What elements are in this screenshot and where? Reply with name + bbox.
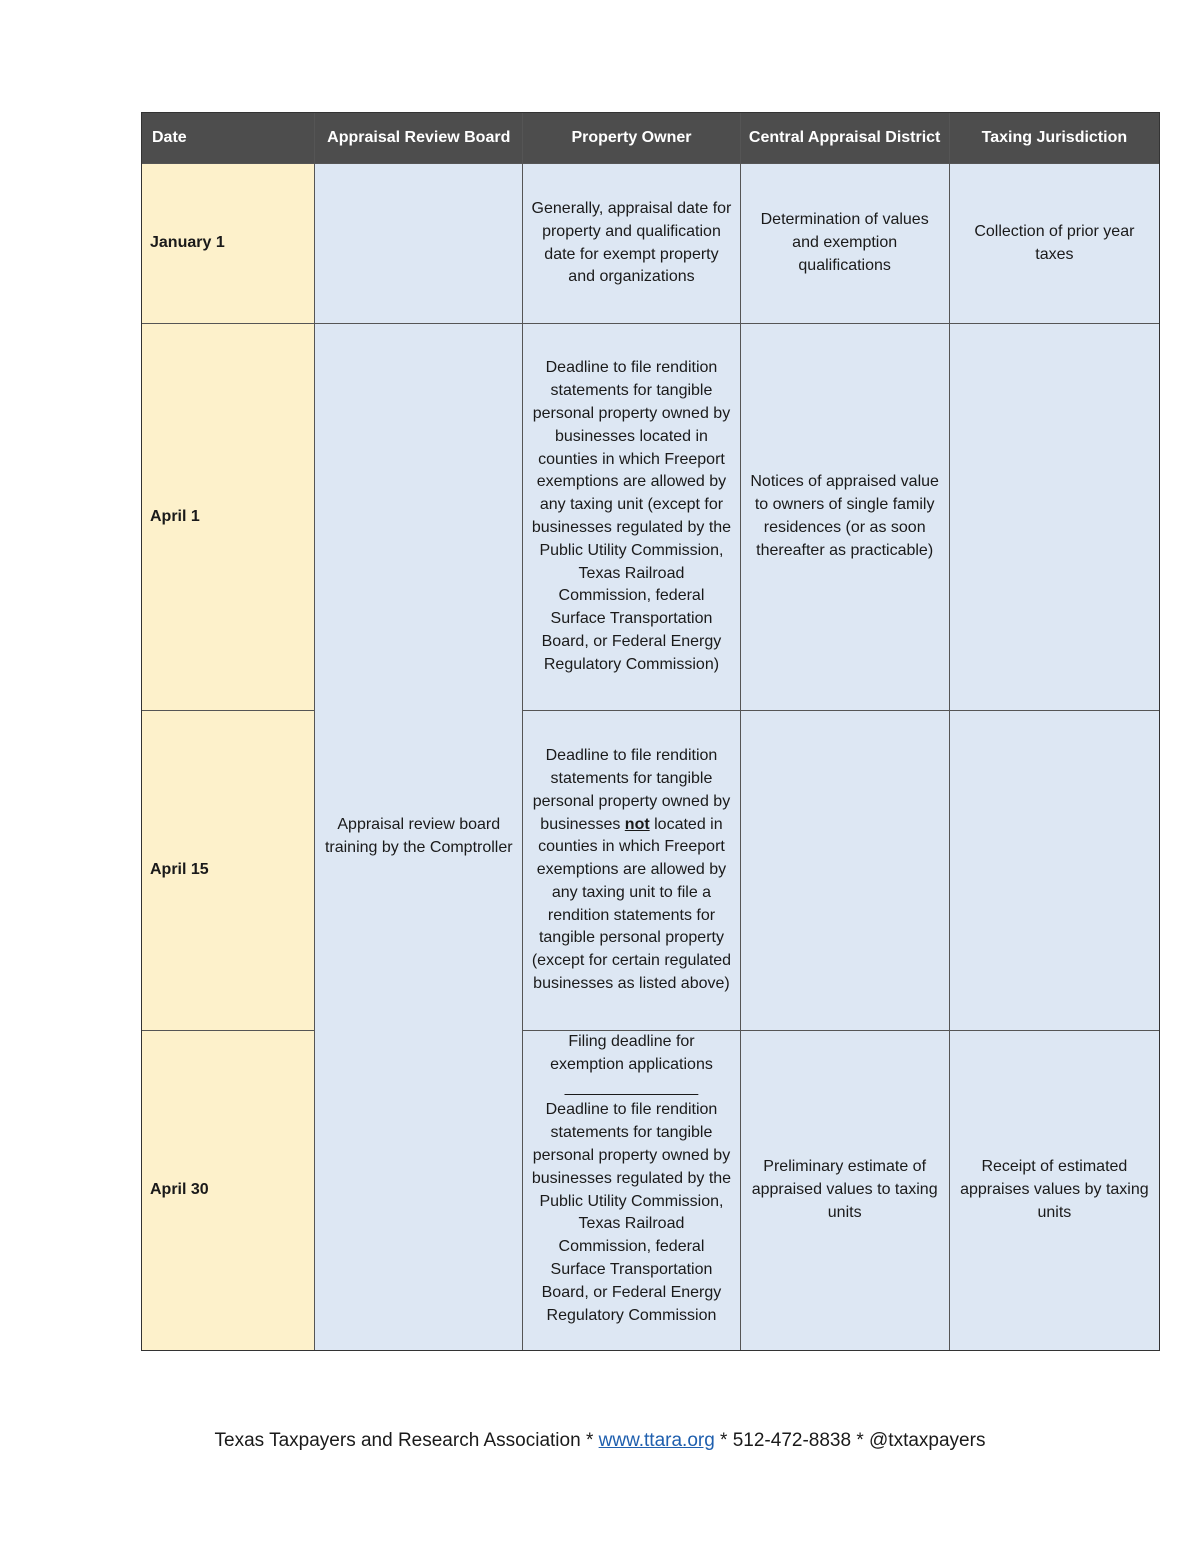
- footer-separator: *: [714, 1430, 733, 1451]
- date-cell: April 1: [142, 324, 315, 711]
- footer-separator: *: [580, 1430, 599, 1451]
- tax-cell: [949, 324, 1159, 711]
- header-appraisal-review-board: Appraisal Review Board: [315, 113, 523, 164]
- table-row: [142, 164, 1160, 324]
- table-row: [142, 1031, 1160, 1351]
- date-cell: April 30: [142, 1031, 315, 1351]
- footer-website-link[interactable]: www.ttara.org: [598, 1430, 715, 1451]
- footer-org: Texas Taxpayers and Research Association: [214, 1430, 581, 1451]
- cad-cell: [740, 711, 949, 1031]
- owner-cell: [523, 1031, 740, 1351]
- arb-cell: [315, 164, 523, 324]
- table-row: [142, 711, 1160, 1031]
- owner-cell: Deadline to file rendition statements for tangible personal property owned by businesses located in counties in which Freeport exemptions are allowed by any taxing unit (except for businesses regulated by the Public Utility Commission, Texas Railroad Commission, federal Surface Transportation Board, or Federal Energy Regulatory Commission): [523, 324, 740, 711]
- calendar-table: [141, 112, 1160, 1351]
- cad-cell: Preliminary estimate of appraised values to taxing units: [740, 1031, 949, 1351]
- date-cell: January 1: [142, 164, 315, 324]
- table-row: [142, 324, 1160, 711]
- cad-cell: Notices of appraised value to owners of single family residences (or as soon thereafter as practicable): [740, 324, 949, 711]
- owner-text-post: located in counties in which Freeport exemptions are allowed by any taxing unit to file a rendition statements for tangible personal property (except for certain regulated businesses as listed above): [531, 815, 732, 993]
- tax-cell: Receipt of estimated appraises values by taxing units: [949, 1031, 1159, 1351]
- footer-phone: 512-472-8838: [732, 1430, 852, 1451]
- header-taxing-jurisdiction: Taxing Jurisdiction: [949, 113, 1159, 164]
- arb-merged-cell: Appraisal review board training by the Comptroller: [315, 324, 523, 1351]
- owner-text-exemption: Filing deadline for exemption applications: [550, 1033, 713, 1073]
- tax-cell: Collection of prior year taxes: [949, 164, 1159, 324]
- header-row: [142, 113, 1160, 164]
- cad-cell: Determination of values and exemption qualifications: [740, 164, 949, 324]
- footer-handle: @txtaxpayers: [869, 1430, 986, 1451]
- footer-separator: *: [851, 1430, 870, 1451]
- owner-text-emphasis: not: [624, 815, 650, 833]
- page-footer: [0, 1430, 1200, 1452]
- header-central-appraisal-district: Central Appraisal District: [740, 113, 949, 164]
- header-property-owner: Property Owner: [523, 113, 740, 164]
- header-date: Date: [142, 113, 315, 164]
- owner-cell: Generally, appraisal date for property and qualification date for exempt property and organizations: [523, 164, 740, 324]
- owner-separator-line: _______________: [564, 1078, 699, 1096]
- owner-text-rendition: Deadline to file rendition statements for tangible personal property owned by businesses regulated by the Public Utility Commission, Texas Railroad Commission, federal Surface Transportation Board, or Federal Energy Regulatory Commission: [531, 1101, 732, 1324]
- owner-cell: [523, 711, 740, 1031]
- owner-text-pre: Deadline to file rendition statements for tangible personal property owned by businesses: [532, 747, 731, 833]
- date-cell: April 15: [142, 711, 315, 1031]
- tax-cell: [949, 711, 1159, 1031]
